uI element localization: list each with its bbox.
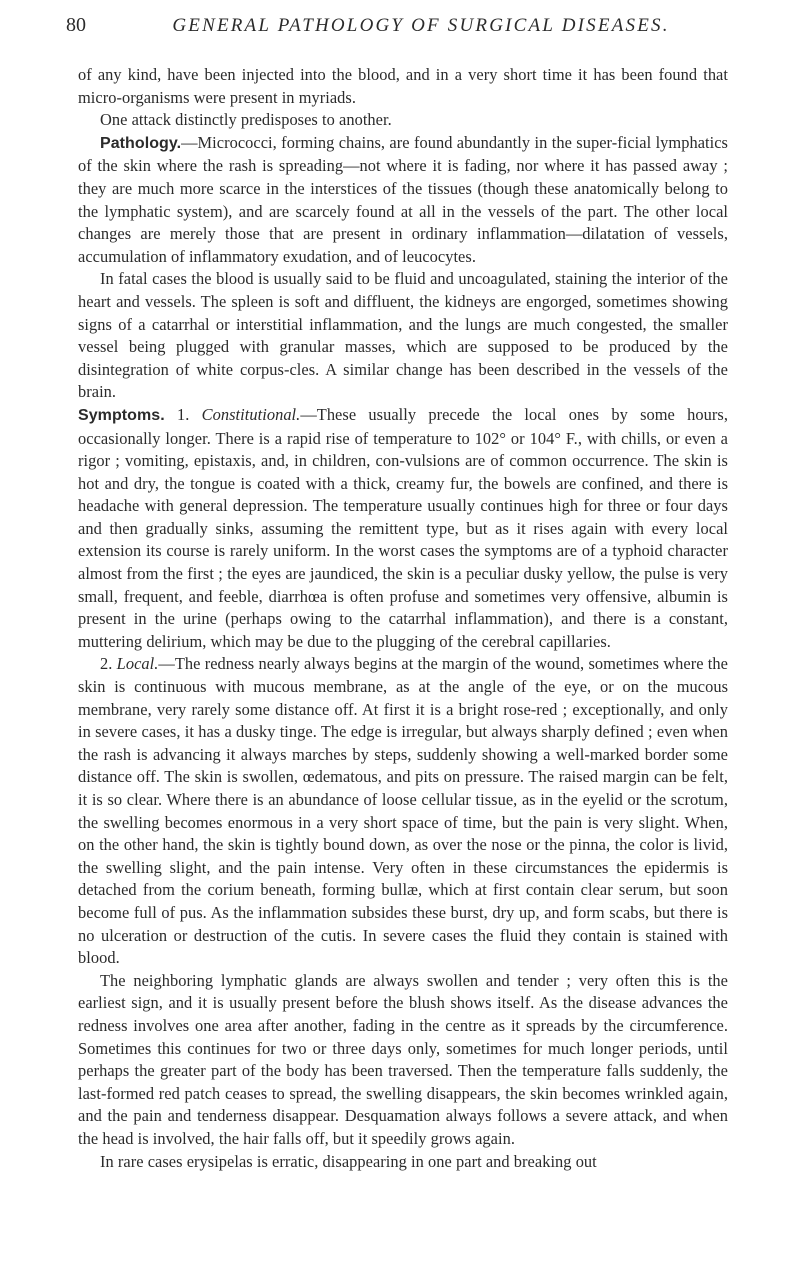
paragraph-text: In fatal cases the blood is usually said to be fluid and uncoagulated, staining the interior of the heart and vessels. The spleen is soft and diffluent, the kidneys are engorged, sometimes showing signs of a catarrhal or interstitial inflammation, and the lungs are much congested, the smaller vessel being plugged with granular masses, which are supposed to be produced by the disintegration of white corpus-cles. A similar change has been described in the vessels of the brain.	[78, 269, 728, 402]
section-heading-pathology: Pathology.	[100, 134, 182, 152]
paragraph-lymphatic-glands	[78, 970, 728, 1151]
paragraph-text: of any kind, have been injected into the blood, and in a very short time it has been found that micro-organisms were present in myriads.	[78, 65, 728, 107]
paragraph-symptoms	[78, 404, 728, 654]
paragraph-text: The neighboring lymphatic glands are always swollen and tender ; very often this is the earliest sign, and it is usually present before the blush shows itself. As the disease advances the redness involves one area after another, fading in the centre as it spreads by the circumference. Sometimes this continues for two or three days only, sometimes for much longer periods, until perhaps the greater part of the body has been traversed. Then the temperature falls suddenly, the last-formed red patch ceases to spread, the swelling disappears, the skin becomes wrinkled again, and the pain and tenderness disappear. Desquamation always follows a severe attack, and when the head is involved, the hair falls off, but it speedily grows again.	[78, 970, 728, 1148]
paragraph-pathology	[78, 132, 728, 269]
paragraph-erratic	[78, 1151, 728, 1174]
paragraph-continuation	[78, 64, 728, 109]
subheading-constitutional: Constitutional.	[201, 404, 301, 424]
paragraph-text: —Micrococci, forming chains, are found abundantly in the super-ficial lymphatics of the skin where the rash is spreading—not where it is fading, nor where it has passed away ; they are much more scarce in the interstices of the tissues (though these anatomically belong to the lymphatic system), and are scarcely found at all in the vessels of the part. The other local changes are merely those that are present in ordinary inflammation—dilatation of vessels, accumulation of inflammatory exudation, and of leucocytes.	[78, 132, 728, 266]
body-text	[78, 64, 728, 1173]
paragraph-text: One attack distinctly predisposes to another.	[100, 110, 392, 130]
page-header	[66, 0, 728, 64]
list-number: 1.	[164, 404, 202, 424]
paragraph-text: —The redness nearly always begins at the margin of the wound, sometimes where the skin is continuous with mucous membrane, as at the angle of the eye, or on the mucous membrane, very rarely some distance off. At first it is a bright rose-red ; exceptionally, and only in severe cases, it has a dusky tinge. The edge is irregular, but always sharply defined ; even when the rash is advancing it always marches by steps, suddenly showing a well-marked border some distance off. The skin is swollen, œdematous, and pits on pressure. The raised margin can be felt, it is so clear. Where there is an abundance of loose cellular tissue, as in the eyelid or the scrotum, the swelling becomes enormous in a very short space of time, but the pain is very slight. When, on the other hand, the skin is tightly bound down, as over the nose or the pinna, the color is livid, the swelling slight, and the pain intense. Very often in these circumstances the epidermis is detached from the corium beneath, forming bullæ, which at first contain clear serum, but soon become full of pus. As the inflammation subsides these burst, dry up, and form scabs, but there is no ulceration or destruction of the cutis. In severe cases the fluid they contain is stained with blood.	[78, 654, 728, 968]
paragraph-fatal-cases	[78, 268, 728, 404]
subheading-local: Local.	[116, 654, 159, 674]
list-number: 2.	[100, 654, 117, 674]
paragraph-text: —These usually precede the local ones by some hours, occasionally longer. There is a rapid rise of temperature to 102° or 104° F., with chills, or even a rigor ; vomiting, epistaxis, and, in children, con-vulsions are of common occurrence. The skin is hot and dry, the tongue is coated with a thick, creamy fur, the bowels are confined, and there is headache with general depression. The temperature usually continues high for three or four days and then gradually sinks, assuming the remittent type, but as it rises again with every local extension its course is rarely uniform. In the worst cases the symptoms are of a typhoid character almost from the first ; the eyes are jaundiced, the skin is a peculiar dusky yellow, the pulse is very small, frequent, and feeble, diarrhœa is often profuse and sometimes very offensive, albumin is present in the urine (perhaps owing to the catarrhal inflammation), and there is a constant, muttering delirium, which may be due to the plugging of the cerebral capillaries.	[78, 404, 728, 651]
section-heading-symptoms: Symptoms.	[78, 406, 165, 424]
paragraph-local	[78, 653, 728, 969]
paragraph-text: In rare cases erysipelas is erratic, disappearing in one part and breaking out	[100, 1151, 597, 1171]
page-number: 80	[66, 14, 86, 36]
paragraph-predisposition	[78, 109, 728, 132]
running-head: GENERAL PATHOLOGY OF SURGICAL DISEASES.	[172, 15, 670, 36]
